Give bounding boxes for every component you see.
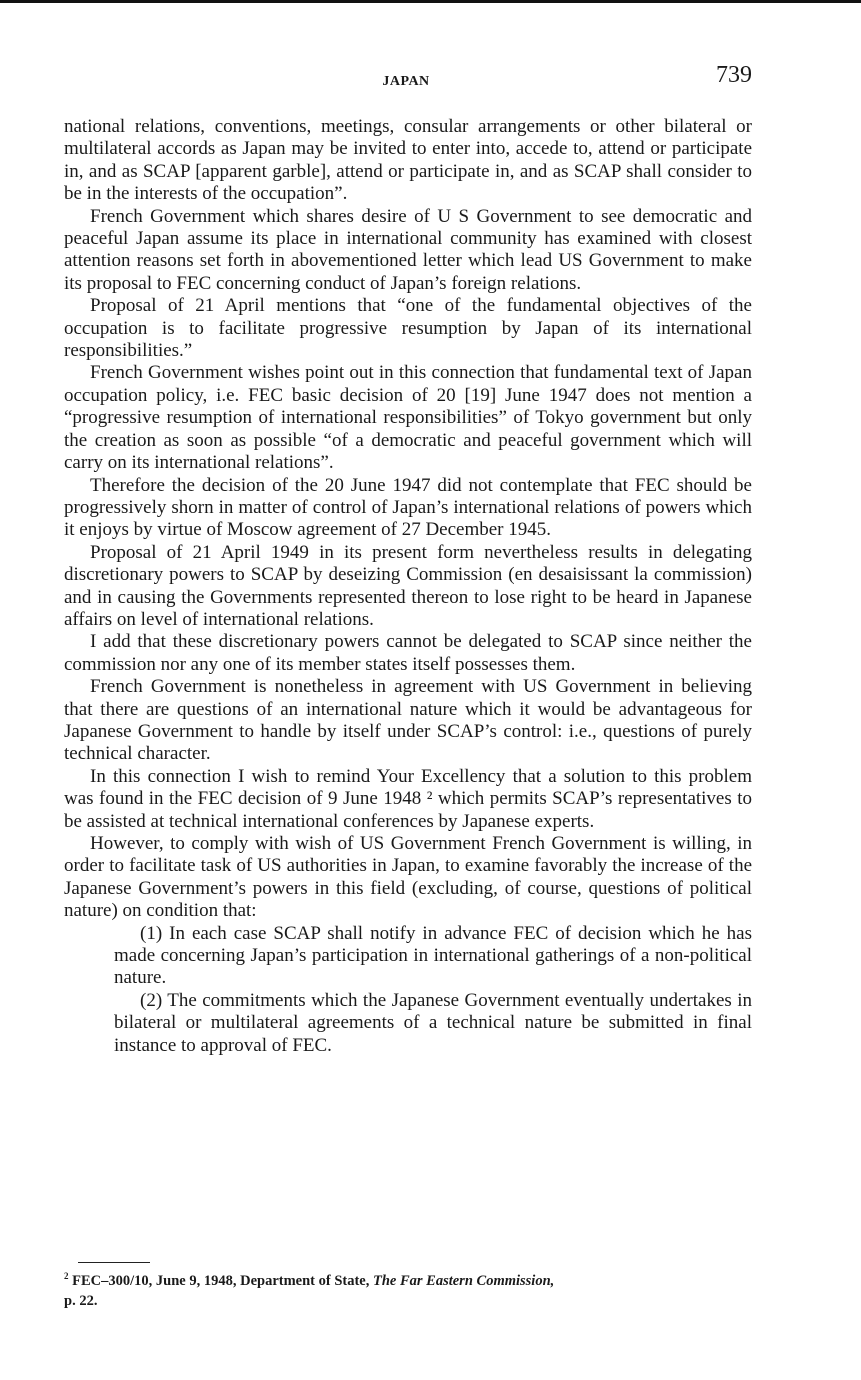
paragraph: Proposal of 21 April 1949 in its present form nevertheless results in delegating discretionary powers to SCAP by deseizing Commission (en desaisissant la commission) and in causing the Governments represented thereon to lose right to be heard in Japanese affairs on level of international relations. xyxy=(64,541,752,630)
footnote-rule xyxy=(78,1262,150,1263)
paragraph: national relations, conventions, meetings, consular arrangements or other bilateral or multilateral accords as Japan may be invited to enter into, accede to, attend or participate in, and as SCAP [apparent garble], attend or participate in, and as SCAP shall consider to be in the interests of the occupation”. xyxy=(64,116,752,205)
top-border-rule xyxy=(0,0,861,3)
paragraph: In this connection I wish to remind Your Excellency that a solution to this problem was found in the FEC decision of 9 June 1948 ² which permits SCAP’s representatives to be assisted at technical international conferences by Japanese experts. xyxy=(64,765,752,832)
footnote-title: The Far Eastern Commission, xyxy=(372,1272,555,1289)
paragraph: French Government wishes point out in this connection that fundamental text of Japan occupation policy, i.e. FEC basic decision of 20 [19] June 1947 does not mention a “progressive resumption of international responsibilities” of Tokyo government but only the creation as soon as possible “of a democratic and peaceful government which will carry on its international relations”. xyxy=(64,362,752,474)
paragraph: I add that these discretionary powers cannot be delegated to SCAP since neither the commission nor any one of its member states itself possesses them. xyxy=(64,631,752,675)
running-head: JAPAN xyxy=(382,74,430,89)
paragraph: Proposal of 21 April mentions that “one of the fundamental objectives of the occupation is to facilitate progressive resumption by Japan of its international responsibilities.” xyxy=(64,295,752,362)
footnote-text: FEC–300/10, June 9, 1948, Department of State, xyxy=(72,1272,370,1289)
paragraph: French Government which shares desire of U S Government to see democratic and peaceful Japan assume its place in international community has examined with closest attention reasons set forth in abovementioned letter which lead US Government to make its proposal to FEC concerning conduct of Japan’s foreign relations. xyxy=(64,205,752,294)
page-number: 739 xyxy=(716,62,752,88)
condition-item: (2) The commitments which the Japanese Government eventually undertakes in bilateral or multilateral agreements of a technical nature be submitted in final instance to approval of FEC. xyxy=(114,989,752,1056)
condition-item: (1) In each case SCAP shall notify in advance FEC of decision which he has made concerning Japan’s participation in international gatherings of a non-political nature. xyxy=(114,922,752,989)
footnote-page: p. 22. xyxy=(64,1292,98,1309)
paragraph: French Government is nonetheless in agreement with US Government in believing that there are questions of an international nature which it would be advantageous for Japanese Government to handle by itself under SCAP’s control: i.e., questions of purely technical character. xyxy=(64,676,752,765)
paragraph: However, to comply with wish of US Government French Government is willing, in order to facilitate task of US authorities in Japan, to examine favorably the increase of the Japanese Government’s powers in this field (excluding, of course, questions of political nature) on condition that: xyxy=(64,833,752,922)
footnote xyxy=(64,1266,764,1311)
footnote-marker: 2 xyxy=(64,1271,69,1281)
body-text xyxy=(64,116,752,1057)
paragraph: Therefore the decision of the 20 June 1947 did not contemplate that FEC should be progressively shorn in matter of control of Japan’s international relations of powers which it enjoys by virtue of Moscow agreement of 27 December 1945. xyxy=(64,474,752,541)
page-header xyxy=(60,62,752,96)
